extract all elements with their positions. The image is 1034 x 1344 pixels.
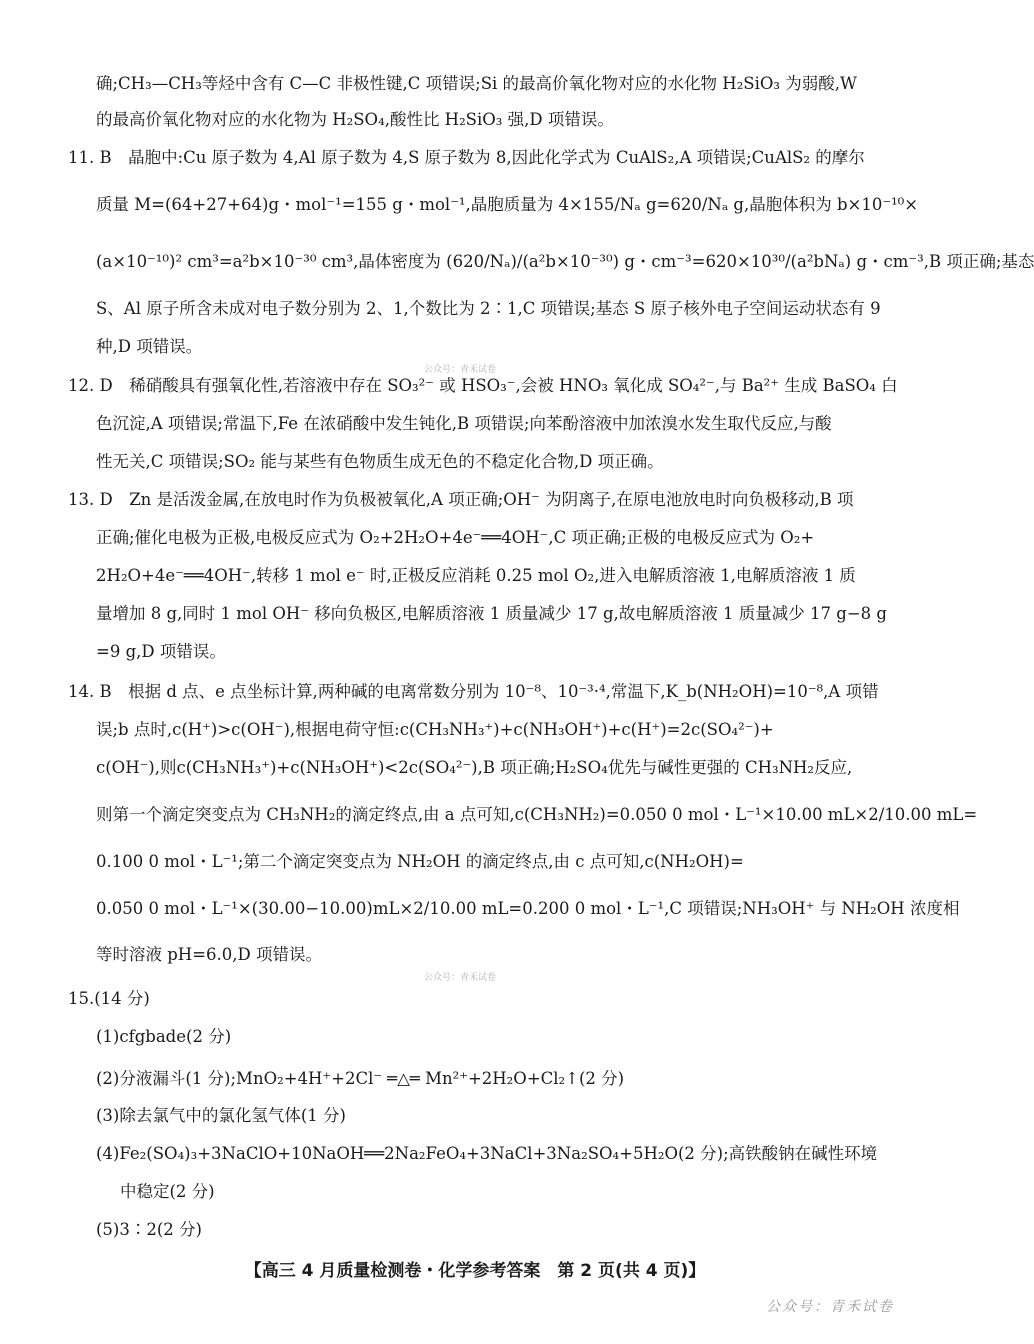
watermark-top: 公众号：青禾试卷 xyxy=(424,365,497,375)
text-line: 误;b 点时,c(H⁺)>c(OH⁻),根据电荷守恒:c(CH₃NH₃⁺)+c(NH₃OH⁺)+c(H⁺)=2c(SO₄²⁻)+ xyxy=(96,720,774,739)
text-line: (3)除去氯气中的氯化氢气体(1 分) xyxy=(96,1106,346,1125)
text-line: =9 g,D 项错误。 xyxy=(96,642,226,661)
text-line: S、Al 原子所含未成对电子数分别为 2、1,个数比为 2∶1,C 项错误;基态 S 原子核外电子空间运动状态有 9 xyxy=(96,299,881,318)
text-line: 量增加 8 g,同时 1 mol OH⁻ 移向负极区,电解质溶液 1 质量减少 17 g,故电解质溶液 1 质量减少 17 g−8 g xyxy=(96,604,887,623)
text-line: (5)3∶2(2 分) xyxy=(96,1220,202,1239)
text-line: 色沉淀,A 项错误;常温下,Fe 在浓硝酸中发生钝化,B 项错误;向苯酚溶液中加浓溴水发生取代反应,与酸 xyxy=(96,414,832,433)
text-line: 中稳定(2 分) xyxy=(120,1182,215,1201)
text-line: 14. B 根据 d 点、e 点坐标计算,两种碱的电离常数分别为 10⁻⁸、10⁻³·⁴,常温下,K_b(NH₂OH)=10⁻⁸,A 项错 xyxy=(68,682,879,701)
text-line: (2)分液漏斗(1 分);MnO₂+4H⁺+2Cl⁻ ═△═ Mn²⁺+2H₂O+Cl₂↑(2 分) xyxy=(96,1069,625,1088)
page-footer: 【高三 4 月质量检测卷・化学参考答案 第 2 页(共 4 页)】 xyxy=(244,1261,706,1281)
watermark-bottom: 公众号：青禾试卷 xyxy=(766,1299,894,1315)
text-line: (4)Fe₂(SO₄)₃+3NaClO+10NaOH══2Na₂FeO₄+3NaCl+3Na₂SO₄+5H₂O(2 分);高铁酸钠在碱性环境 xyxy=(96,1144,878,1163)
text-line: 2H₂O+4e⁻══4OH⁻,转移 1 mol e⁻ 时,正极反应消耗 0.25 mol O₂,进入电解质溶液 1,电解质溶液 1 质 xyxy=(96,566,856,585)
text-line: 正确;催化电极为正极,电极反应式为 O₂+2H₂O+4e⁻══4OH⁻,C 项正确;正极的电极反应式为 O₂+ xyxy=(96,528,815,547)
watermark-middle: 公众号：青禾试卷 xyxy=(424,973,497,983)
text-line: 种,D 项错误。 xyxy=(96,337,203,356)
text-line: 11. B 晶胞中:Cu 原子数为 4,Al 原子数为 4,S 原子数为 8,因此化学式为 CuAlS₂,A 项错误;CuAlS₂ 的摩尔 xyxy=(68,148,865,167)
text-line: 0.050 0 mol・L⁻¹×(30.00−10.00)mL×2/10.00 mL=0.200 0 mol・L⁻¹,C 项错误;NH₃OH⁺ 与 NH₂OH 浓度相 xyxy=(96,899,960,918)
text-line: 15.(14 分) xyxy=(68,989,150,1008)
text-line: 的最高价氧化物对应的水化物为 H₂SO₄,酸性比 H₂SiO₃ 强,D 项错误。 xyxy=(96,110,614,129)
text-line: (1)cfgbade(2 分) xyxy=(96,1027,232,1046)
text-line: 12. D 稀硝酸具有强氧化性,若溶液中存在 SO₃²⁻ 或 HSO₃⁻,会被 HNO₃ 氧化成 SO₄²⁻,与 Ba²⁺ 生成 BaSO₄ 白 xyxy=(68,376,898,395)
text-line: 等时溶液 pH=6.0,D 项错误。 xyxy=(96,945,322,964)
text-line: 确;CH₃—CH₃等烃中含有 C—C 非极性键,C 项错误;Si 的最高价氧化物对应的水化物 H₂SiO₃ 为弱酸,W xyxy=(96,74,857,93)
text-line: 0.100 0 mol・L⁻¹;第二个滴定突变点为 NH₂OH 的滴定终点,由 c 点可知,c(NH₂OH)= xyxy=(96,852,744,871)
text-line: 则第一个滴定突变点为 CH₃NH₂的滴定终点,由 a 点可知,c(CH₃NH₂)=0.050 0 mol・L⁻¹×10.00 mL×2/10.00 mL= xyxy=(96,805,978,824)
text-line: 性无关,C 项错误;SO₂ 能与某些有色物质生成无色的不稳定化合物,D 项正确。 xyxy=(96,452,664,471)
text-line: c(OH⁻),则c(CH₃NH₃⁺)+c(NH₃OH⁺)<2c(SO₄²⁻),B 项正确;H₂SO₄优先与碱性更强的 CH₃NH₂反应, xyxy=(96,758,853,777)
text-line: 质量 M=(64+27+64)g・mol⁻¹=155 g・mol⁻¹,晶胞质量为 4×155/Nₐ g=620/Nₐ g,晶胞体积为 b×10⁻¹⁰× xyxy=(96,195,919,214)
text-line: (a×10⁻¹⁰)² cm³=a²b×10⁻³⁰ cm³,晶体密度为 (620/Nₐ)/(a²b×10⁻³⁰) g・cm⁻³=620×10³⁰/(a²bNₐ) g・cm⁻³,B 项正确;基态 xyxy=(96,252,1034,271)
text-line: 13. D Zn 是活泼金属,在放电时作为负极被氧化,A 项正确;OH⁻ 为阴离子,在原电池放电时向负极移动,B 项 xyxy=(68,490,854,509)
